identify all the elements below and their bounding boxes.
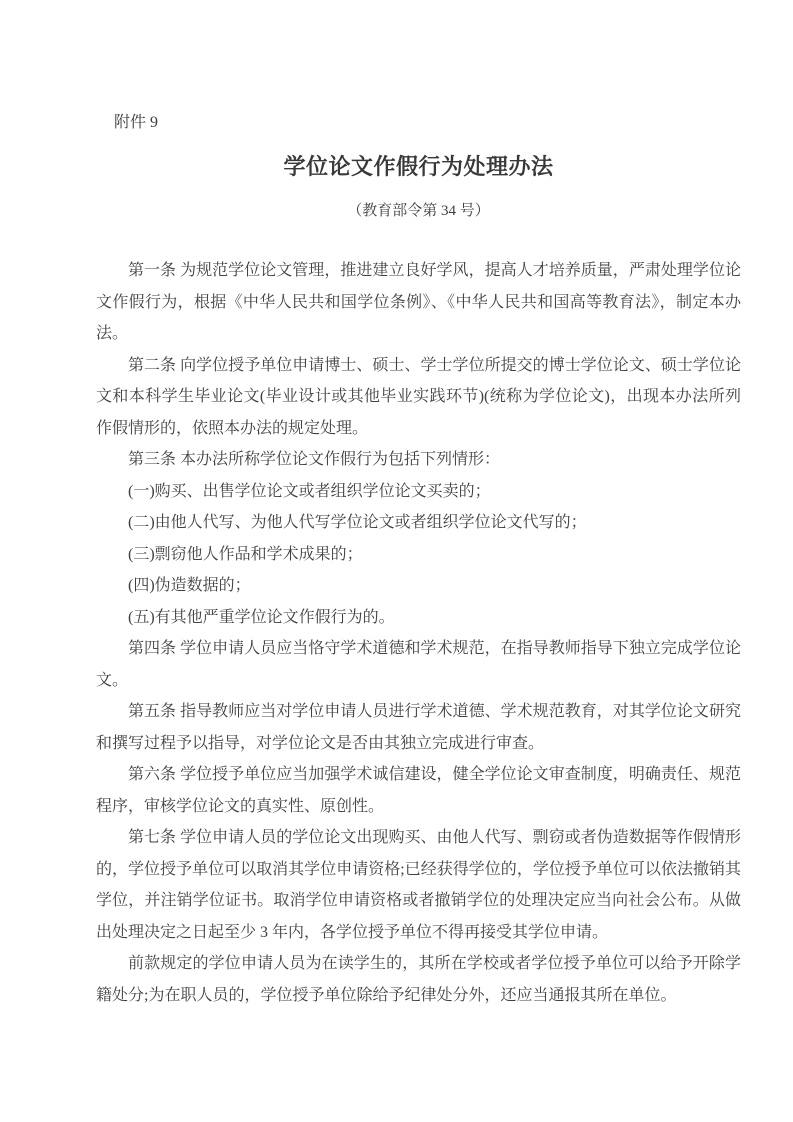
paragraph-article-3: 第三条 本办法所称学位论文作假行为包括下列情形： bbox=[128, 451, 501, 468]
paragraph-article-7: 第七条 学位申请人员的学位论文出现购买、由他人代写、剽窃或者伪造数据等作假情形的，学位授予单位可以取消其学位申请资格;已经获得学位的，学位授予单位可以依法撤销其学位，并注销学位证书。取消学位申请资格或者撤销学位的处理决定应当向社会公布。从做出处理决定之日起至少 3 年内，各学位授予单位不得再接受其学位申请。 bbox=[96, 829, 741, 941]
paragraph-article-4: 第四条 学位申请人员应当恪守学术道德和学术规范，在指导教师指导下独立完成学位论文。 bbox=[96, 640, 741, 689]
document-title: 学位论文作假行为处理办法 bbox=[283, 154, 554, 179]
paragraph-article-5: 第五条 指导教师应当对学位申请人员进行学术道德、学术规范教育，对其学位论文研究和撰写过程予以指导，对学位论文是否由其独立完成进行审查。 bbox=[96, 703, 741, 752]
document-content bbox=[96, 112, 741, 1011]
list-item-4: (四)伪造数据的； bbox=[128, 577, 251, 594]
paragraph-article-7-clause-2: 前款规定的学位申请人员为在读学生的，其所在学校或者学位授予单位可以给予开除学籍处分;为在职人员的，学位授予单位除给予纪律处分外，还应当通报其所在单位。 bbox=[96, 955, 741, 1004]
list-item-1: (一)购买、出售学位论文或者组织学位论文买卖的； bbox=[128, 482, 491, 500]
document-subtitle: （教育部令第 34 号） bbox=[347, 203, 490, 219]
paragraph-article-2: 第二条 向学位授予单位申请博士、硕士、学士学位所提交的博士学位论文、硕士学位论文和本科学生毕业论文(毕业设计或其他毕业实践环节)(统称为学位论文)，出现本办法所列作假情形的，依照本办法的规定处理。 bbox=[96, 356, 741, 437]
document-body bbox=[96, 255, 741, 1011]
list-item-2: (二)由他人代写、为他人代写学位论文或者组织学位论文代写的； bbox=[128, 514, 587, 531]
paragraph-article-1: 第一条 为规范学位论文管理，推进建立良好学风，提高人才培养质量，严肃处理学位论文作假行为，根据《中华人民共和国学位条例》、《中华人民共和国高等教育法》，制定本办法。 bbox=[96, 262, 741, 342]
paragraph-article-6: 第六条 学位授予单位应当加强学术诚信建设，健全学位论文审查制度，明确责任、规范程序，审核学位论文的真实性、原创性。 bbox=[96, 766, 741, 815]
attachment-label: 附件 9 bbox=[114, 114, 159, 131]
list-item-3: (三)剽窃他人作品和学术成果的； bbox=[128, 545, 363, 563]
list-item-5: (五)有其他严重学位论文作假行为的。 bbox=[128, 608, 395, 626]
